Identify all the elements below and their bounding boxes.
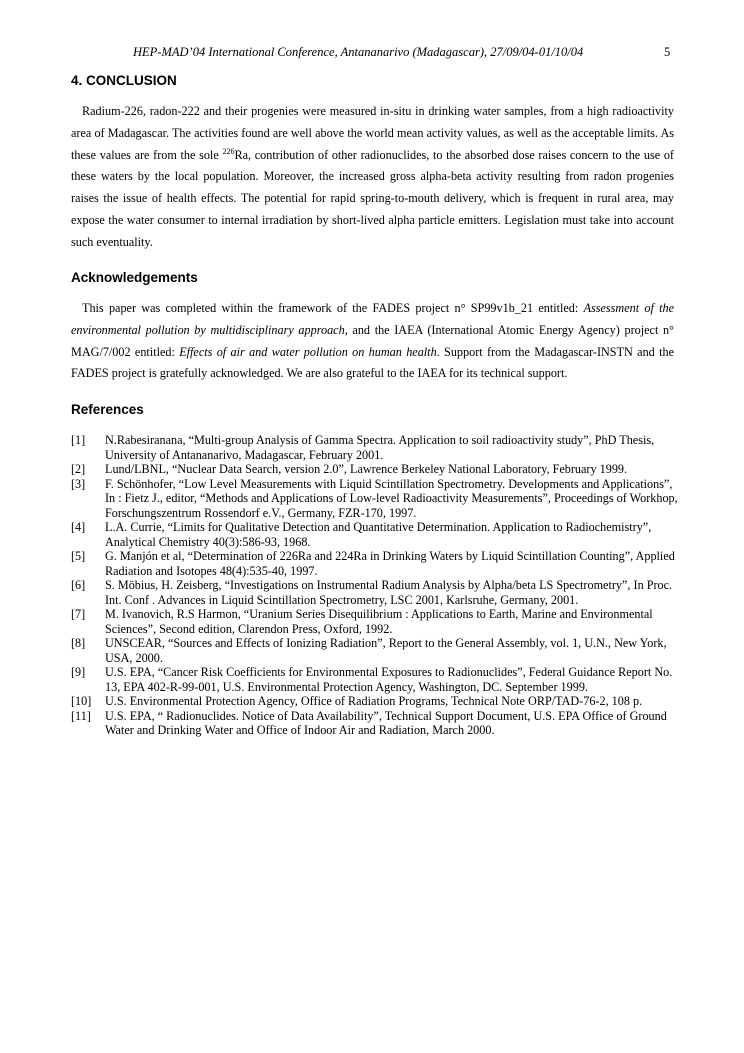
reference-item: [3] F. Schönhofer, “Low Level Measurements with Liquid Scintillation Spectrometry. Developments and Applications”, In : Fietz J., editor, “Methods and Applications of Low-level Radioactivity Measurements”, Proceedings of Workhop, Forschungszentrum Rossendorf e.V., Germany, FZR-170, 1997.: [71, 476, 678, 520]
reference-item: [2] Lund/LBNL, “Nuclear Data Search, version 2.0”, Lawrence Berkeley National Laboratory, February 1999.: [71, 462, 628, 476]
reference-item: [5] G. Manjón et al, “Determination of 226Ra and 224Ra in Drinking Waters by Liquid Scintillation Counting”, Applied Radiation and Isotopes 48(4):535-40, 1997.: [71, 549, 675, 578]
reference-item: [4] L.A. Currie, “Limits for Qualitative Detection and Quantitative Determination. Application to Radiochemistry”, Analytical Chemistry 40(3):586-93, 1968.: [71, 520, 652, 549]
acknowledgements-heading: Acknowledgements: [71, 270, 198, 285]
reference-item: [9] U.S. EPA, “Cancer Risk Coefficients for Environmental Exposures to Radionuclides”, Federal Guidance Report No. 13, EPA 402-R-99-001, U.S. Environmental Protection Agency, Washington, DC. September 1999.: [71, 665, 673, 694]
running-header: HEP-MAD’04 International Conference, Antananarivo (Madagascar), 27/09/04-01/10/04: [133, 45, 584, 59]
reference-item: [7] M. Ivanovich, R.S Harmon, “Uranium Series Disequilibrium : Applications to Earth, Marine and Environmental Sciences”, Second edition, Clarendon Press, Oxford, 1992.: [71, 607, 653, 636]
conclusion-heading: 4. CONCLUSION: [71, 73, 177, 88]
page-number: 5: [664, 45, 671, 59]
references-list: [71, 433, 681, 738]
reference-item: [6] S. Möbius, H. Zeisberg, “Investigations on Instrumental Radium Analysis by Alpha/beta LS Spectrometry”, In Proc. Int. Conf . Advances in Liquid Scintillation Spectrometry, LSC 2001, Karlsruhe, Germany, 2001.: [71, 578, 673, 607]
reference-item: [8] UNSCEAR, “Sources and Effects of Ionizing Radiation”, Report to the General Assembly, vol. 1, U.N., New York, USA, 2000.: [71, 636, 667, 665]
reference-item: [11] U.S. EPA, “ Radionuclides. Notice of Data Availability”, Technical Support Document, U.S. EPA Office of Ground Water and Drinking Water and Office of Indoor Air and Radiation, March 2000.: [71, 708, 667, 737]
conclusion-paragraph: Radium-226, radon-222 and their progenies were measured in-situ in drinking water samples, from a high radioactivity area of Madagascar. The activities found are well above the world mean activity values, as well as the acceptable limits. As these values are from the sole $^{226}$Ra, contribution of other radionuclides, to the absorbed dose raises concern to the use of these waters by the local population. Moreover, the increased gross alpha-beta activity resulting from radon progenies raises the issue of health effects. The potential for rapid spring-to-mouth delivery, which is frequent in rural area, may expose the water consumer to internal irradiation by short-lived alpha particle emitters. Legislation must take into account such eventuality.: [71, 104, 674, 249]
acknowledgements-paragraph: This paper was completed within the framework of the FADES project n° SP99v1b_21 entitled: Assessment of the environmental pollution by multidisciplinary approach, and the IAEA (International Atomic Energy Agency) project n° MAG/7/002 entitled: Effects of air and water pollution on human health. Support from the Madagascar-INSTN and the FADES project is gratefully acknowledged. We are also grateful to the IAEA for its technical support.: [71, 301, 674, 381]
references-heading: References: [71, 402, 144, 417]
reference-item: [10] U.S. Environmental Protection Agency, Office of Radiation Programs, Technical Note ORP/TAD-76-2, 108 p.: [71, 694, 643, 708]
reference-item: [1] N.Rabesiranana, “Multi-group Analysis of Gamma Spectra. Application to soil radioactivity study”, PhD Thesis, University of Antananarivo, Madagascar, February 2001.: [71, 433, 655, 462]
